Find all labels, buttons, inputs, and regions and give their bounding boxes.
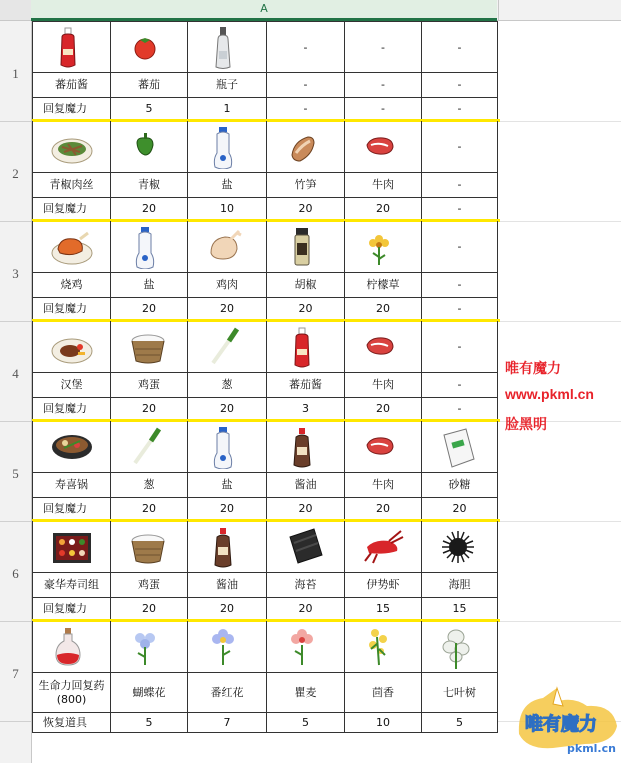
ingredient-name[interactable]: 蝴蝶花	[111, 673, 188, 713]
beef-icon	[361, 125, 405, 169]
sushi-box-icon	[50, 525, 94, 569]
salt-icon	[205, 425, 249, 469]
ingredient-name[interactable]: -	[422, 173, 498, 198]
row-number[interactable]: 2	[12, 166, 19, 181]
stat-value[interactable]: 5	[267, 713, 345, 733]
ingredient-name[interactable]: 海胆	[422, 573, 498, 598]
stat-value[interactable]: 20	[111, 398, 188, 421]
icon-cell[interactable]	[267, 221, 345, 273]
green-pepper-icon	[127, 125, 171, 169]
stat-value[interactable]: -	[422, 398, 498, 421]
row-divider	[0, 721, 31, 722]
empty-marker: -	[303, 40, 308, 54]
icon-cell[interactable]	[345, 421, 422, 473]
stat-value[interactable]: 20	[111, 198, 188, 221]
ketchup-bottle-icon	[50, 25, 94, 69]
icon-cell[interactable]	[188, 521, 267, 573]
stat-label[interactable]: 回复魔力	[32, 398, 111, 421]
ingredient-name[interactable]: 鸡肉	[188, 273, 267, 298]
icon-cell[interactable]	[422, 521, 498, 573]
icon-cell[interactable]	[32, 421, 111, 473]
icon-cell[interactable]	[345, 221, 422, 273]
stat-value[interactable]: 20	[345, 498, 422, 521]
ingredient-name[interactable]: 蕃茄酱	[267, 373, 345, 398]
green-onion-icon	[127, 425, 171, 469]
roast-chicken-dish-icon	[50, 225, 94, 269]
icon-cell[interactable]	[422, 621, 498, 673]
icon-cell[interactable]	[111, 21, 188, 73]
stat-value[interactable]: 3	[267, 398, 345, 421]
ingredient-name[interactable]: -	[422, 73, 498, 98]
stat-label[interactable]: 回复魔力	[32, 198, 111, 221]
row-divider	[0, 521, 31, 522]
icon-cell[interactable]	[32, 621, 111, 673]
grid-line	[498, 621, 621, 622]
icon-cell[interactable]	[422, 321, 498, 373]
stat-value[interactable]: 20	[422, 498, 498, 521]
ingredient-name[interactable]: 鸡蛋	[111, 373, 188, 398]
empty-marker: -	[457, 140, 462, 153]
stat-label[interactable]: 回复魔力	[32, 98, 111, 121]
bamboo-shoot-icon	[284, 125, 328, 169]
dish-name[interactable]: 烧鸡	[32, 273, 111, 298]
recipe-block	[32, 21, 498, 121]
ingredient-name[interactable]: 瞿麦	[267, 673, 345, 713]
side-text-title: 唯有魔力	[505, 360, 561, 376]
watermark-text: 唯有魔力	[525, 714, 597, 735]
ingredient-name[interactable]: 七叶树	[422, 673, 498, 713]
dish-name[interactable]: 豪华寿司组	[32, 573, 111, 598]
ketchup-bottle-icon	[284, 325, 328, 369]
ingredient-name[interactable]: 盐	[188, 173, 267, 198]
ingredient-name[interactable]: 牛肉	[345, 373, 422, 398]
stat-value[interactable]: 10	[188, 198, 267, 221]
stat-value[interactable]: 7	[188, 713, 267, 733]
ingredient-name[interactable]: 番红花	[188, 673, 267, 713]
stat-value[interactable]: -	[422, 298, 498, 321]
icon-cell[interactable]	[345, 121, 422, 173]
row-header-bar	[0, 21, 32, 763]
dish-name[interactable]: 寿喜锅	[32, 473, 111, 498]
green-onion-icon	[205, 325, 249, 369]
icon-cell[interactable]	[32, 121, 111, 173]
empty-marker: -	[381, 40, 385, 54]
icon-cell[interactable]	[422, 221, 498, 273]
icon-cell[interactable]	[188, 421, 267, 473]
row-number[interactable]: 1	[12, 66, 19, 81]
ingredient-name[interactable]: 葱	[111, 473, 188, 498]
ingredient-name[interactable]: 盐	[188, 473, 267, 498]
grid-line	[498, 121, 621, 122]
seven-leaf-tree-icon	[438, 625, 482, 669]
icon-cell[interactable]	[422, 421, 498, 473]
stat-label[interactable]: 回复魔力	[32, 598, 111, 621]
recipe-block	[32, 521, 498, 621]
icon-cell[interactable]	[188, 321, 267, 373]
ingredient-name[interactable]: 酱油	[267, 473, 345, 498]
icon-cell[interactable]	[267, 321, 345, 373]
row-number[interactable]: 6	[12, 566, 19, 581]
row-divider	[0, 121, 31, 122]
fennel-flower-icon	[361, 625, 405, 669]
stat-value[interactable]: 20	[188, 398, 267, 421]
icon-cell[interactable]	[111, 521, 188, 573]
icon-cell[interactable]	[345, 321, 422, 373]
stat-value[interactable]: 20	[188, 298, 267, 321]
dish-name[interactable]: 蕃茄酱	[32, 73, 111, 98]
stat-value[interactable]: 1	[188, 98, 267, 121]
recipe-block	[32, 621, 498, 729]
row-number[interactable]: 4	[12, 366, 19, 381]
egg-basket-icon	[127, 325, 171, 369]
icon-cell[interactable]	[111, 321, 188, 373]
pepper-jar-icon	[284, 225, 328, 269]
empty-marker: -	[457, 240, 462, 253]
empty-marker: -	[457, 40, 462, 54]
pepper-steak-dish-icon	[50, 125, 94, 169]
icon-cell[interactable]	[32, 521, 111, 573]
ingredient-name[interactable]: 盐	[111, 273, 188, 298]
stat-value[interactable]: 20	[111, 298, 188, 321]
stat-value[interactable]: 15	[345, 598, 422, 621]
icon-cell[interactable]	[267, 21, 345, 73]
icon-cell[interactable]	[188, 221, 267, 273]
recipe-block	[32, 221, 498, 321]
icon-cell[interactable]	[345, 521, 422, 573]
stat-label[interactable]: 回复魔力	[32, 298, 111, 321]
select-all-corner[interactable]	[0, 0, 32, 20]
sugar-bag-icon	[438, 425, 482, 469]
icon-cell[interactable]	[267, 521, 345, 573]
grid-line	[498, 321, 621, 322]
row-divider	[0, 321, 31, 322]
watermark-logo	[513, 686, 621, 756]
stat-value[interactable]: 20	[267, 298, 345, 321]
icon-cell[interactable]	[188, 21, 267, 73]
icon-cell[interactable]	[32, 21, 111, 73]
ingredient-name[interactable]: 瓶子	[188, 73, 267, 98]
stat-value[interactable]: 5	[111, 713, 188, 733]
recipe-block	[32, 121, 498, 221]
salt-icon	[205, 125, 249, 169]
dish-name[interactable]: 汉堡	[32, 373, 111, 398]
wheat-flower-icon	[284, 625, 328, 669]
ingredient-name[interactable]: 竹笋	[267, 173, 345, 198]
ingredient-name[interactable]: 酱油	[188, 573, 267, 598]
recipe-block	[32, 421, 498, 521]
column-header-b[interactable]	[498, 0, 621, 20]
dish-name[interactable]: 生命力回复药 (800)	[32, 673, 111, 713]
ingredient-name[interactable]: 砂糖	[422, 473, 498, 498]
bottle-icon	[205, 25, 249, 69]
stat-value[interactable]: 20	[345, 398, 422, 421]
icon-cell[interactable]	[345, 621, 422, 673]
icon-cell[interactable]	[111, 221, 188, 273]
stat-value[interactable]: 20	[188, 598, 267, 621]
beef-icon	[361, 425, 405, 469]
stat-value[interactable]: -	[422, 198, 498, 221]
row-divider	[0, 221, 31, 222]
row-number[interactable]: 7	[12, 666, 19, 681]
tomato-icon	[127, 25, 171, 69]
soy-sauce-icon	[205, 525, 249, 569]
stat-value[interactable]: -	[267, 98, 345, 121]
ingredient-name[interactable]: 海苔	[267, 573, 345, 598]
grid-line	[498, 521, 621, 522]
stat-value[interactable]: 5	[422, 713, 498, 733]
icon-cell[interactable]	[188, 121, 267, 173]
icon-cell[interactable]	[32, 321, 111, 373]
icon-cell[interactable]	[188, 621, 267, 673]
lobster-icon	[361, 525, 405, 569]
grid-line	[498, 221, 621, 222]
stat-value[interactable]: 15	[422, 598, 498, 621]
empty-marker: -	[457, 340, 462, 353]
ingredient-name[interactable]: -	[267, 73, 345, 98]
ingredient-name[interactable]: -	[422, 273, 498, 298]
salt-icon	[127, 225, 171, 269]
sea-urchin-icon	[438, 525, 482, 569]
seaweed-icon	[284, 525, 328, 569]
icon-cell[interactable]	[267, 621, 345, 673]
soy-sauce-icon	[284, 425, 328, 469]
ingredient-name[interactable]: 牛肉	[345, 173, 422, 198]
stat-value[interactable]: 20	[111, 598, 188, 621]
stat-value[interactable]: 20	[267, 498, 345, 521]
stat-value[interactable]: 20	[111, 498, 188, 521]
side-text-url[interactable]: www.pkml.cn	[505, 386, 594, 402]
icon-cell[interactable]	[111, 421, 188, 473]
icon-cell[interactable]	[32, 221, 111, 273]
ingredient-name[interactable]: 伊势虾	[345, 573, 422, 598]
icon-cell[interactable]	[422, 121, 498, 173]
ingredient-name[interactable]: 胡椒	[267, 273, 345, 298]
row-number[interactable]: 3	[12, 266, 19, 281]
stat-value[interactable]: 5	[111, 98, 188, 121]
stat-value[interactable]: 20	[267, 598, 345, 621]
row-divider	[0, 621, 31, 622]
ingredient-name[interactable]: 蕃茄	[111, 73, 188, 98]
recipe-block	[32, 321, 498, 421]
icon-cell[interactable]	[267, 121, 345, 173]
ingredient-name[interactable]: 葱	[188, 373, 267, 398]
ingredient-name[interactable]: -	[422, 373, 498, 398]
beef-icon	[361, 325, 405, 369]
icon-cell[interactable]	[111, 121, 188, 173]
ingredient-name[interactable]: 鸡蛋	[111, 573, 188, 598]
row-number[interactable]: 5	[12, 466, 19, 481]
health-potion-icon	[50, 625, 94, 669]
chicken-meat-icon	[205, 225, 249, 269]
row-divider	[0, 421, 31, 422]
ingredient-name[interactable]: -	[345, 73, 422, 98]
ingredient-name[interactable]: 青椒	[111, 173, 188, 198]
icon-cell[interactable]	[422, 21, 498, 73]
stat-value[interactable]: 20	[345, 298, 422, 321]
ingredient-name[interactable]: 茴香	[345, 673, 422, 713]
stat-value[interactable]: 10	[345, 713, 422, 733]
sukiyaki-pot-icon	[50, 425, 94, 469]
egg-basket-icon	[127, 525, 171, 569]
lemongrass-flower-icon	[361, 225, 405, 269]
icon-cell[interactable]	[267, 421, 345, 473]
side-text-author: 脸黑明	[505, 416, 547, 432]
column-header-bar	[0, 0, 621, 21]
stat-value[interactable]: 20	[188, 498, 267, 521]
hamburg-steak-dish-icon	[50, 325, 94, 369]
icon-cell[interactable]	[345, 21, 422, 73]
stat-value[interactable]: 20	[267, 198, 345, 221]
butterfly-flower-icon	[127, 625, 171, 669]
column-header-a[interactable]: A	[31, 0, 497, 21]
stat-value[interactable]: -	[345, 98, 422, 121]
ingredient-name[interactable]: 柠檬草	[345, 273, 422, 298]
stat-value[interactable]: 20	[345, 198, 422, 221]
stat-label[interactable]: 恢复道具	[32, 713, 111, 733]
saffron-flower-icon	[205, 625, 249, 669]
stat-value[interactable]: -	[422, 98, 498, 121]
watermark-url: pkml.cn	[567, 742, 616, 755]
ingredient-name[interactable]: 牛肉	[345, 473, 422, 498]
icon-cell[interactable]	[111, 621, 188, 673]
dish-name[interactable]: 青椒肉丝	[32, 173, 111, 198]
stat-label[interactable]: 回复魔力	[32, 498, 111, 521]
